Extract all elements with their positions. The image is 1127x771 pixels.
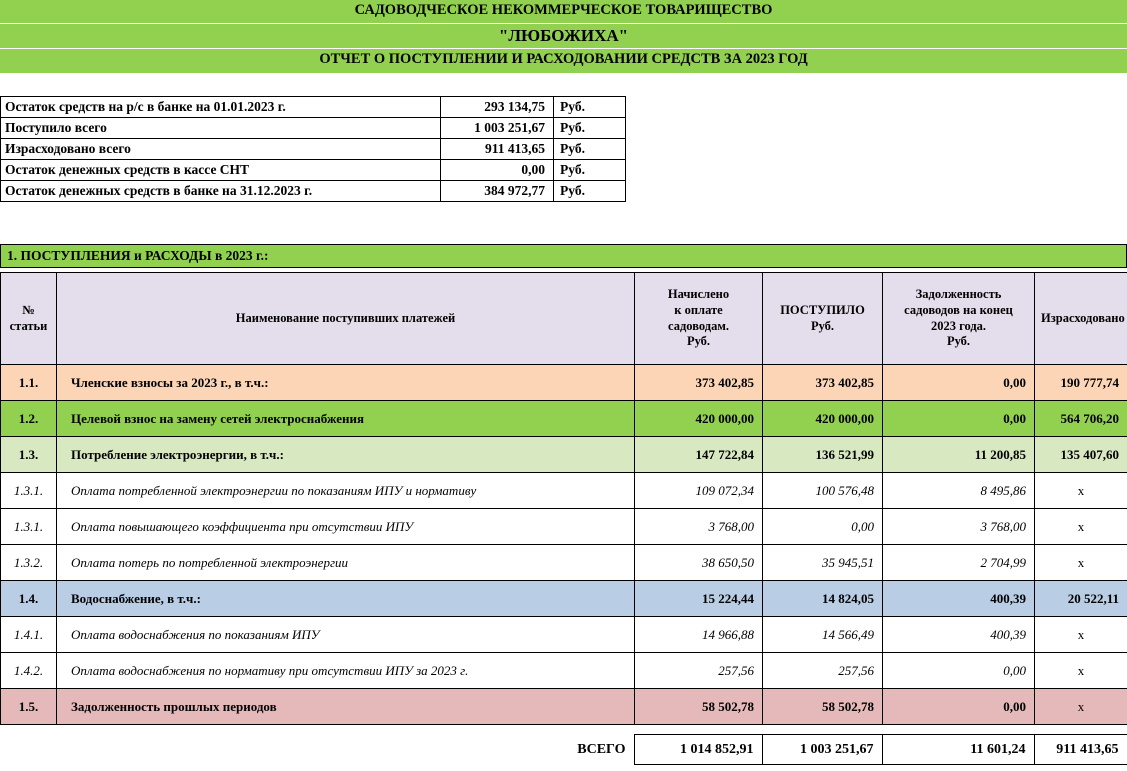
row-debt: 400,39	[883, 617, 1035, 653]
row-name: Оплата повышающего коэффициента при отсутствии ИПУ	[57, 509, 635, 545]
row-accrued: 15 224,44	[635, 581, 763, 617]
row-received: 257,56	[763, 653, 883, 689]
row-name: Оплата потерь по потребленной электроэнергии	[57, 545, 635, 581]
col-header-article-l1: №	[22, 302, 35, 317]
org-type-title: САДОВОДЧЕСКОЕ НЕКОММЕРЧЕСКОЕ ТОВАРИЩЕСТВО	[354, 2, 773, 18]
col-header-debt-l3: 2023 года.	[930, 318, 987, 333]
summary-label: Остаток средств на р/с в банке на 01.01.2023 г.	[1, 97, 441, 118]
row-spent: 190 777,74	[1035, 365, 1127, 401]
row-accrued: 14 966,88	[635, 617, 763, 653]
col-header-debt	[883, 273, 1035, 365]
table-row	[1, 689, 1127, 725]
row-received: 14 566,49	[763, 617, 883, 653]
table-row	[1, 545, 1127, 581]
summary-label: Остаток денежных средств в банке на 31.12.2023 г.	[1, 181, 441, 202]
row-spent: 135 407,60	[1035, 437, 1127, 473]
row-accrued: 58 502,78	[635, 689, 763, 725]
summary-value: 384 972,77	[441, 181, 554, 202]
row-accrued: 257,56	[635, 653, 763, 689]
row-name: Членские взносы за 2023 г., в т.ч.:	[57, 365, 635, 401]
summary-currency: Руб.	[554, 160, 626, 181]
row-debt: 3 768,00	[883, 509, 1035, 545]
col-header-received-l1: ПОСТУПИЛО	[780, 302, 865, 317]
summary-value: 911 413,65	[441, 139, 554, 160]
row-spent: x	[1035, 689, 1127, 725]
table-row	[1, 473, 1127, 509]
row-accrued: 109 072,34	[635, 473, 763, 509]
summary-currency: Руб.	[554, 139, 626, 160]
summary-label: Израсходовано всего	[1, 139, 441, 160]
table-row	[0, 735, 1127, 765]
col-header-article-l2: статьи	[9, 318, 48, 333]
row-accrued: 147 722,84	[635, 437, 763, 473]
row-article: 1.3.1.	[1, 473, 57, 509]
row-received: 58 502,78	[763, 689, 883, 725]
table-row	[1, 118, 626, 139]
table-row	[1, 139, 626, 160]
row-debt: 2 704,99	[883, 545, 1035, 581]
table-row	[1, 509, 1127, 545]
col-header-name: Наименование поступивших платежей	[57, 273, 635, 365]
table-row	[1, 401, 1127, 437]
total-accrued: 1 014 852,91	[634, 735, 762, 765]
col-header-accrued-l4: Руб.	[686, 334, 711, 349]
summary-currency: Руб.	[554, 118, 626, 139]
total-debt: 11 601,24	[882, 735, 1034, 765]
table-row	[1, 97, 626, 118]
row-debt: 0,00	[883, 653, 1035, 689]
row-debt: 0,00	[883, 401, 1035, 437]
row-name: Водоснабжение, в т.ч.:	[57, 581, 635, 617]
row-received: 0,00	[763, 509, 883, 545]
row-received: 136 521,99	[763, 437, 883, 473]
row-spent: x	[1035, 545, 1127, 581]
report-header-banner	[0, 0, 1127, 74]
table-row	[1, 437, 1127, 473]
col-header-accrued-l3: садоводам.	[668, 318, 729, 333]
row-debt: 11 200,85	[883, 437, 1035, 473]
col-header-debt-l2: садоводов на конец	[904, 302, 1013, 317]
row-accrued: 38 650,50	[635, 545, 763, 581]
row-spent: x	[1035, 617, 1127, 653]
col-header-spent: Израсходовано	[1035, 273, 1127, 365]
row-name: Потребление электроэнергии, в т.ч.:	[57, 437, 635, 473]
row-debt: 0,00	[883, 689, 1035, 725]
col-header-received	[763, 273, 883, 365]
row-article: 1.3.2.	[1, 545, 57, 581]
table-row	[1, 653, 1127, 689]
summary-label: Остаток денежных средств в кассе СНТ	[1, 160, 441, 181]
row-name: Оплата водоснабжения по нормативу при отсутствии ИПУ за 2023 г.	[57, 653, 635, 689]
col-header-accrued	[635, 273, 763, 365]
row-name: Оплата потребленной электроэнергии по показаниям ИПУ и нормативу	[57, 473, 635, 509]
total-spent: 911 413,65	[1034, 735, 1127, 765]
row-article: 1.1.	[1, 365, 57, 401]
table-row	[1, 365, 1127, 401]
row-accrued: 373 402,85	[635, 365, 763, 401]
row-spent: 20 522,11	[1035, 581, 1127, 617]
row-debt: 8 495,86	[883, 473, 1035, 509]
row-received: 420 000,00	[763, 401, 883, 437]
row-article: 1.3.1.	[1, 509, 57, 545]
total-label: ВСЕГО	[577, 741, 626, 757]
row-received: 14 824,05	[763, 581, 883, 617]
row-article: 1.5.	[1, 689, 57, 725]
row-spent: x	[1035, 509, 1127, 545]
col-header-accrued-l2: к оплате	[674, 302, 723, 317]
row-name: Задолженность прошлых периодов	[57, 689, 635, 725]
row-article: 1.4.	[1, 581, 57, 617]
table-row	[1, 181, 626, 202]
row-spent: x	[1035, 473, 1127, 509]
row-spent: x	[1035, 653, 1127, 689]
row-article: 1.4.1.	[1, 617, 57, 653]
row-debt: 400,39	[883, 581, 1035, 617]
summary-label: Поступило всего	[1, 118, 441, 139]
total-received: 1 003 251,67	[762, 735, 882, 765]
table-row	[1, 160, 626, 181]
table-row	[1, 617, 1127, 653]
summary-currency: Руб.	[554, 97, 626, 118]
org-name-title: "ЛЮБОЖИХА"	[498, 26, 629, 45]
col-header-received-l2: Руб.	[810, 318, 835, 333]
col-header-debt-l4: Руб.	[946, 334, 971, 349]
row-article: 1.3.	[1, 437, 57, 473]
row-debt: 0,00	[883, 365, 1035, 401]
row-name: Оплата водоснабжения по показаниям ИПУ	[57, 617, 635, 653]
row-spent: 564 706,20	[1035, 401, 1127, 437]
total-row	[0, 734, 1127, 765]
section-title: 1. ПОСТУПЛЕНИЯ и РАСХОДЫ в 2023 г.:	[0, 244, 1127, 268]
table-header-row	[1, 273, 1127, 365]
total-spacer	[0, 735, 56, 765]
row-article: 1.2.	[1, 401, 57, 437]
row-received: 100 576,48	[763, 473, 883, 509]
summary-currency: Руб.	[554, 181, 626, 202]
row-accrued: 420 000,00	[635, 401, 763, 437]
summary-value: 1 003 251,67	[441, 118, 554, 139]
col-header-debt-l1: Задолженность	[915, 287, 1002, 302]
summary-value: 0,00	[441, 160, 554, 181]
row-name: Целевой взнос на замену сетей электроснабжения	[57, 401, 635, 437]
table-row	[1, 581, 1127, 617]
summary-table	[0, 96, 626, 202]
row-article: 1.4.2.	[1, 653, 57, 689]
col-header-article	[1, 273, 57, 365]
row-received: 35 945,51	[763, 545, 883, 581]
col-header-accrued-l1: Начислено	[667, 287, 730, 302]
row-received: 373 402,85	[763, 365, 883, 401]
report-subtitle: ОТЧЕТ О ПОСТУПЛЕНИИ И РАСХОДОВАНИИ СРЕДСТВ ЗА 2023 ГОД	[319, 51, 808, 67]
income-expense-table	[0, 272, 1127, 725]
summary-value: 293 134,75	[441, 97, 554, 118]
row-accrued: 3 768,00	[635, 509, 763, 545]
